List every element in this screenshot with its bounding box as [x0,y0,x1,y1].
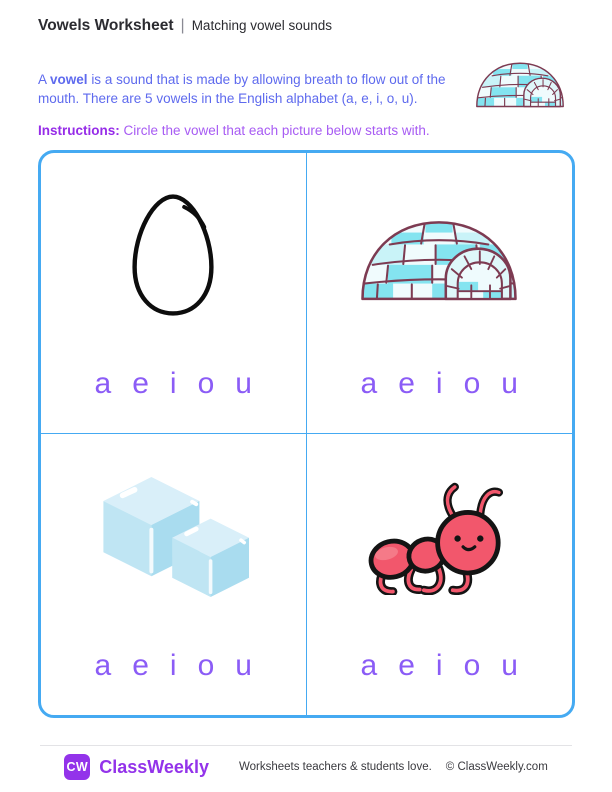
vowel-options-egg [95,369,252,399]
classweekly-logo: CW [64,754,90,780]
page-header [38,17,332,35]
instructions-label: Instructions: [38,122,120,138]
ant-illustration [307,462,573,611]
footer-copyright: © ClassWeekly.com [445,761,548,773]
vowel-option-o[interactable]: o [463,367,481,400]
ice-cubes-icon [89,469,257,605]
worksheet-grid [38,150,575,718]
intro-lead: A [38,71,47,87]
instructions-body: Circle the vowel that each picture below starts with. [123,122,430,138]
vowel-option-i[interactable]: i [169,649,177,682]
vowel-option-a[interactable]: a [360,649,378,682]
ant-icon [363,478,515,595]
vowel-option-a[interactable]: a [360,367,378,400]
vowel-option-u[interactable]: u [501,649,518,682]
igloo-illustration [307,181,573,329]
worksheet-subtitle: Matching vowel sounds [191,18,333,33]
instructions-text [38,123,508,138]
vowel-option-u[interactable]: u [501,367,518,400]
vowel-options-ant [361,651,518,681]
footer [0,754,612,780]
brand-name: ClassWeekly [99,756,209,777]
vowel-option-o[interactable]: o [197,649,215,682]
igloo-icon [354,200,524,311]
intro-bold-word: vowel [50,71,88,87]
worksheet-cell-egg [41,153,307,434]
vowel-option-u[interactable]: u [235,367,252,400]
vowel-option-i[interactable]: i [169,367,177,400]
worksheet-cell-ice-cubes [41,434,307,715]
footer-tagline: Worksheets teachers & students love. [238,761,432,773]
vowel-option-a[interactable]: a [94,367,112,400]
footer-divider [40,745,572,746]
ice-cubes-illustration [41,462,306,611]
vowel-option-i[interactable]: i [435,649,443,682]
vowel-option-o[interactable]: o [463,649,481,682]
igloo-decoration-icon [472,50,568,114]
egg-icon [117,187,229,323]
vowel-option-u[interactable]: u [235,649,252,682]
vowel-option-i[interactable]: i [435,367,443,400]
vowel-option-e[interactable]: e [398,367,415,400]
intro-rest: is a sound that is made by allowing breath to flow out of the mouth. There are 5 vowels in the English alphabet (a, e, i, o, u). [38,71,446,107]
vowel-definition-text [38,70,474,109]
vowel-option-e[interactable]: e [132,367,149,400]
egg-illustration [41,181,306,329]
worksheet-cell-ant [307,434,573,715]
worksheet-cell-igloo [307,153,573,434]
vowel-option-e[interactable]: e [132,649,149,682]
vowel-option-o[interactable]: o [197,367,215,400]
vowel-option-a[interactable]: a [94,649,112,682]
vowel-options-ice [95,651,252,681]
vowel-options-igloo [361,369,518,399]
worksheet-title: Vowels Worksheet [38,17,174,34]
title-separator: | [180,17,185,34]
vowel-option-e[interactable]: e [398,649,415,682]
